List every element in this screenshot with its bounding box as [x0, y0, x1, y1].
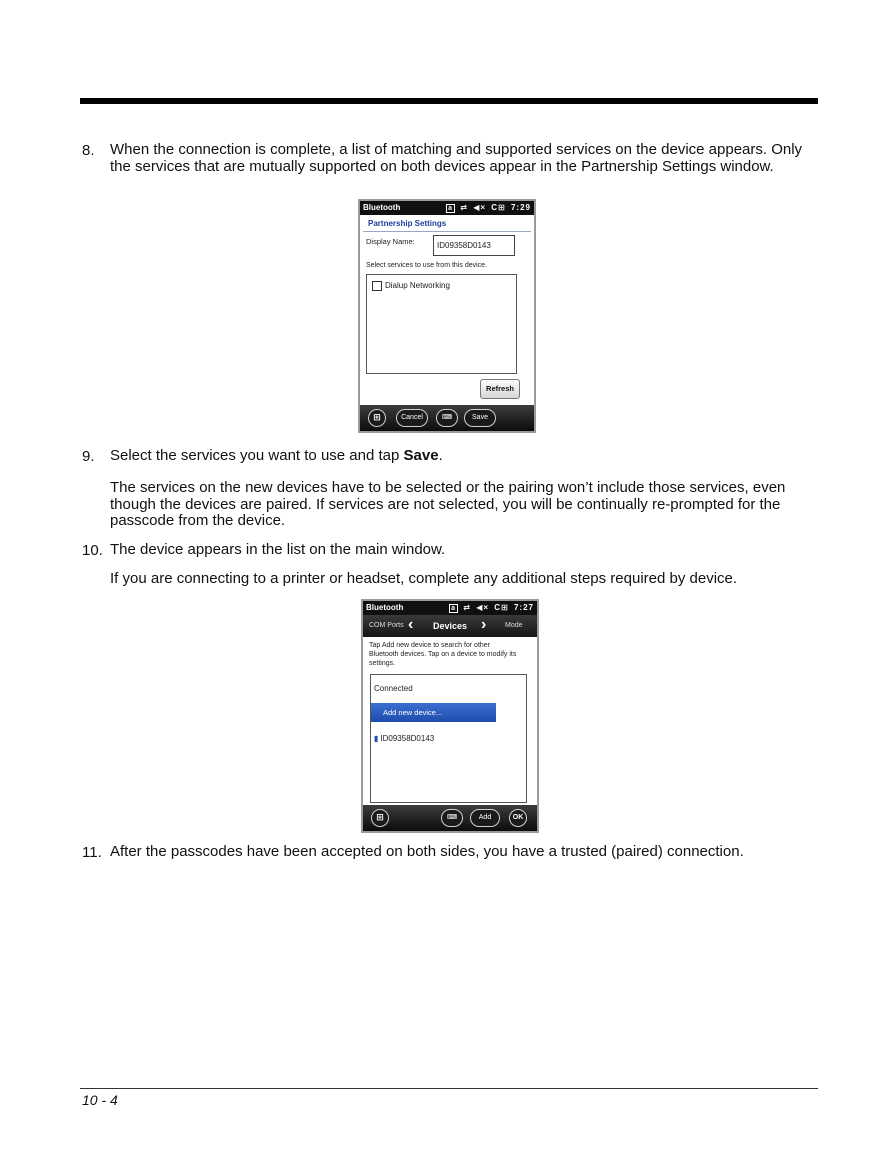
battery-icon: C⊞ [491, 203, 506, 212]
taskbar [363, 805, 537, 831]
windows-logo-icon: ⊞ [376, 812, 384, 822]
list-item[interactable] [374, 734, 434, 743]
page-number: 10 - 4 [82, 1092, 118, 1108]
tab-devices[interactable]: Devices [433, 621, 468, 631]
status-bar [363, 601, 537, 615]
start-button[interactable] [368, 409, 386, 427]
input-mode-icon: a [451, 605, 457, 612]
status-bar [360, 201, 534, 215]
title-divider [363, 231, 531, 232]
tab-mode[interactable]: Mode [505, 622, 523, 629]
step-9-text: Select the services you want to use and tap Save. [110, 447, 443, 464]
step-8-number: 8. [82, 142, 95, 159]
start-button[interactable] [371, 809, 389, 827]
refresh-button[interactable]: Refresh [480, 379, 520, 399]
keyboard-button[interactable] [441, 809, 463, 827]
ok-button[interactable]: OK [509, 809, 527, 827]
sync-icon: ⇄ [463, 603, 471, 612]
device-icon: ▮ [374, 734, 379, 743]
devices-screenshot [361, 599, 539, 833]
connected-group-label: Connected [374, 684, 413, 693]
dialup-networking-label[interactable]: Dialup Networking [385, 281, 450, 290]
status-time: 7:27 [513, 603, 534, 612]
display-name-field[interactable]: ID09358D0143 [433, 235, 515, 256]
keyboard-icon: ⌨ [441, 414, 453, 421]
cancel-button[interactable]: Cancel [396, 409, 428, 427]
step-11-number: 11. [82, 844, 102, 861]
step-11-text: After the passcodes have been accepted on both sides, you have a trusted (paired) connection. [110, 843, 744, 860]
chevron-left-icon[interactable]: ‹ [408, 616, 414, 633]
status-title: Bluetooth [363, 203, 401, 212]
keyboard-button[interactable] [436, 409, 458, 427]
input-mode-icon: a [448, 205, 454, 212]
partnership-settings-title: Partnership Settings [368, 219, 447, 228]
step-9-number: 9. [82, 448, 95, 465]
save-button[interactable]: Save [464, 409, 496, 427]
step-8-text: When the connection is complete, a list of matching and supported services on the device appears. Only the services that are mutually supported on both devices appear in the Partnership Settings window. [110, 141, 803, 175]
devices-list [370, 674, 527, 803]
keyboard-icon: ⌨ [446, 814, 458, 821]
sync-icon: ⇄ [460, 203, 468, 212]
taskbar [360, 405, 534, 431]
speaker-muted-icon: ◀× [473, 203, 487, 212]
display-name-label: Display Name: [366, 237, 415, 246]
services-list [366, 274, 517, 374]
speaker-muted-icon: ◀× [476, 603, 490, 612]
tab-com-ports[interactable]: COM Ports [369, 622, 404, 629]
status-time: 7:29 [510, 203, 531, 212]
pivot-header [363, 615, 537, 637]
help-text: Tap Add new device to search for other Bluetooth devices. Tap on a device to modify its settings. [369, 642, 517, 667]
header-rule [80, 98, 818, 104]
add-button[interactable]: Add [470, 809, 500, 827]
battery-icon: C⊞ [494, 603, 509, 612]
step-9-detail: The services on the new devices have to be selected or the pairing won’t include those services, even though the devices are paired. If services are not selected, you will be continually re-prompted for the passcode from the device. [110, 479, 786, 529]
step-10-text: The device appears in the list on the main window. [110, 541, 446, 558]
step-10-detail: If you are connecting to a printer or headset, complete any additional steps required by device. [110, 570, 738, 587]
add-new-device-item[interactable]: Add new device... [371, 703, 496, 722]
dialup-networking-checkbox[interactable] [372, 281, 382, 291]
select-services-label: Select services to use from this device. [366, 262, 487, 269]
footer-rule [80, 1088, 818, 1089]
chevron-right-icon[interactable]: › [481, 616, 487, 633]
save-keyword: Save [403, 447, 439, 464]
status-title: Bluetooth [366, 603, 404, 612]
windows-logo-icon: ⊞ [373, 412, 381, 422]
step-10-number: 10. [82, 542, 103, 559]
device-name: ID09358D0143 [380, 734, 435, 743]
partnership-settings-screenshot [358, 199, 536, 433]
